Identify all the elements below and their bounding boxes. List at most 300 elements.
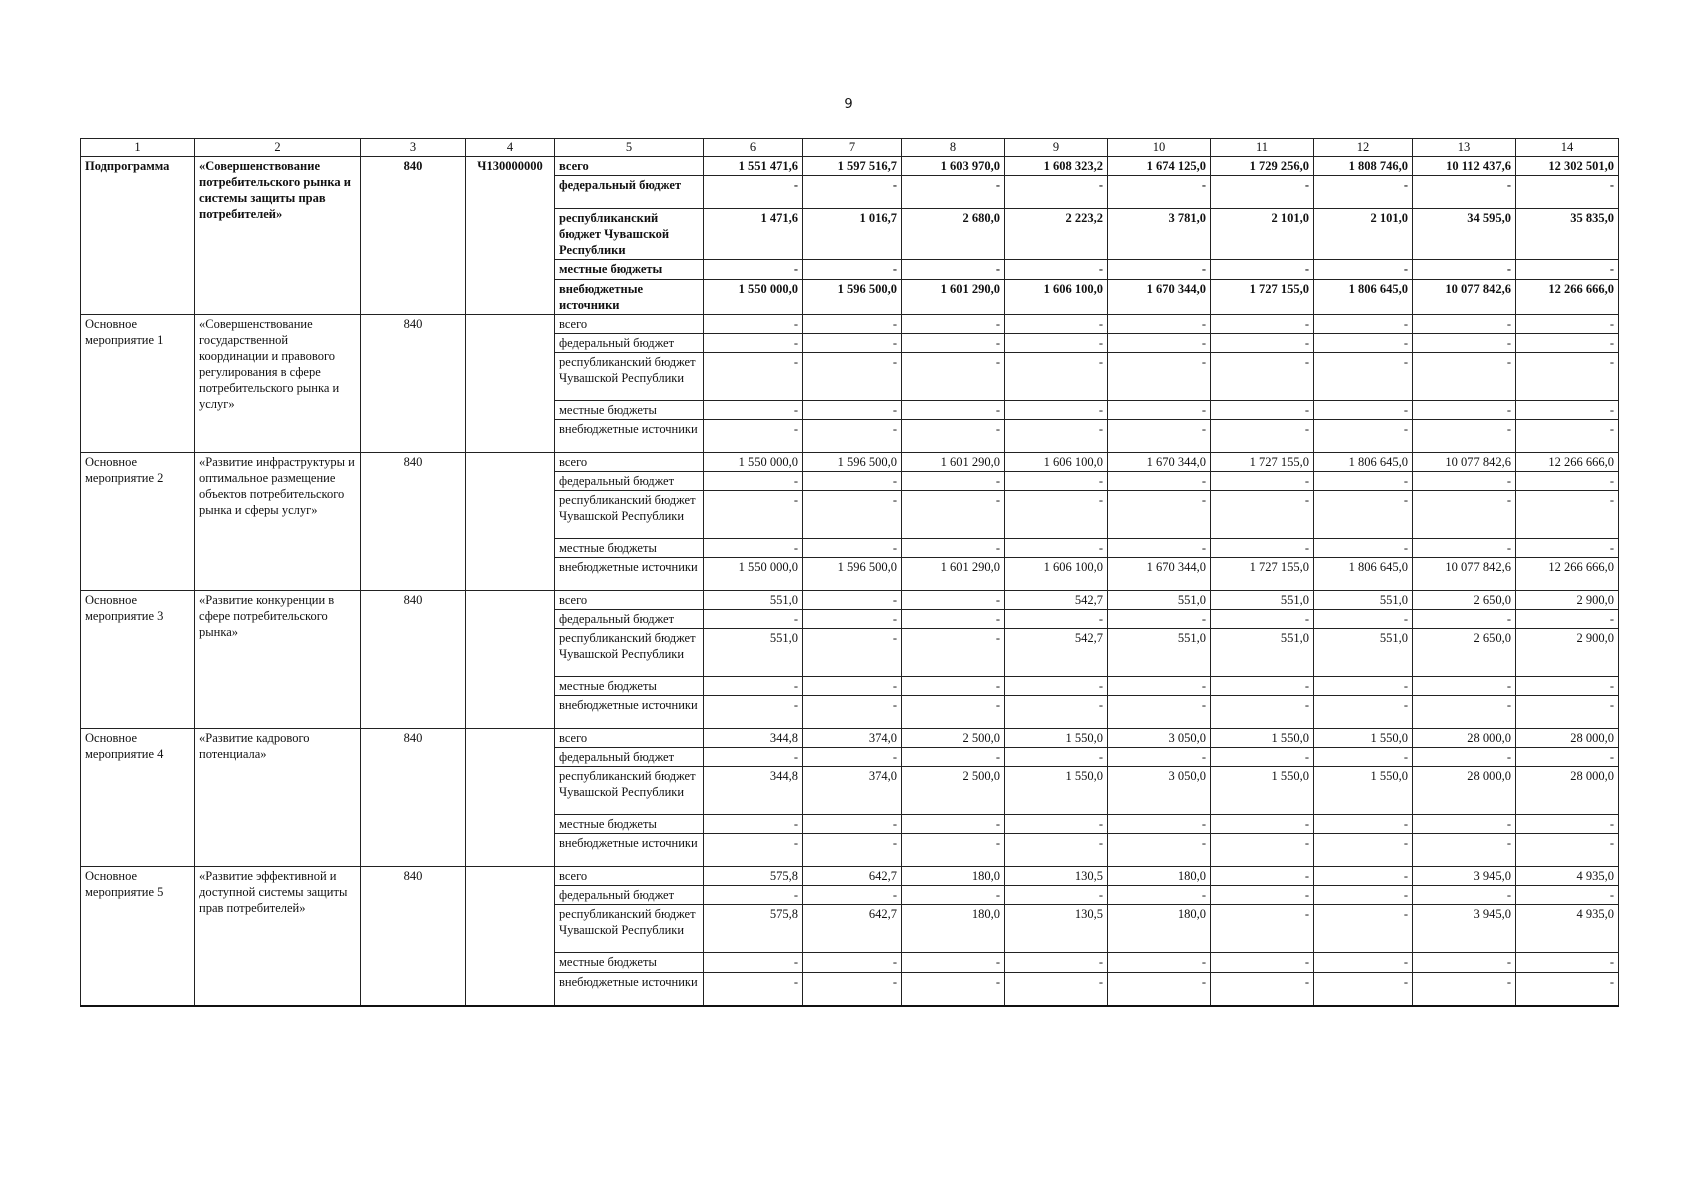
amount-cell: -: [1005, 973, 1108, 1006]
amount-cell: -: [1005, 748, 1108, 767]
amount-cell: 551,0: [1211, 591, 1314, 610]
amount-cell: -: [803, 472, 902, 491]
amount-cell: -: [1211, 867, 1314, 886]
budget-code: [466, 453, 555, 591]
column-number-row: [81, 139, 1619, 157]
amount-cell: 3 945,0: [1413, 867, 1516, 886]
amount-cell: -: [704, 748, 803, 767]
amount-cell: 34 595,0: [1413, 209, 1516, 260]
amount-cell: -: [1413, 677, 1516, 696]
measure-description: «Совершенствование государственной координации и правового регулирования в сфере потребительского рынка и услуг»: [195, 315, 361, 453]
amount-cell: -: [1516, 472, 1619, 491]
measure-name: Основное мероприятие 1: [81, 315, 195, 453]
amount-cell: 1 729 256,0: [1211, 157, 1314, 176]
column-number: 6: [704, 139, 803, 157]
amount-cell: 12 266 666,0: [1516, 280, 1619, 315]
amount-cell: -: [803, 610, 902, 629]
amount-cell: 28 000,0: [1413, 767, 1516, 815]
amount-cell: -: [1211, 973, 1314, 1006]
funding-source: федеральный бюджет: [555, 748, 704, 767]
funding-source: местные бюджеты: [555, 815, 704, 834]
column-number: 1: [81, 139, 195, 157]
amount-cell: -: [1314, 815, 1413, 834]
amount-cell: -: [1005, 315, 1108, 334]
amount-cell: -: [1211, 539, 1314, 558]
amount-cell: -: [902, 610, 1005, 629]
funding-source: местные бюджеты: [555, 401, 704, 420]
measure-name: Основное мероприятие 4: [81, 729, 195, 867]
amount-cell: 642,7: [803, 867, 902, 886]
amount-cell: -: [1314, 176, 1413, 209]
amount-cell: -: [704, 886, 803, 905]
amount-cell: 10 077 842,6: [1413, 280, 1516, 315]
amount-cell: 1 596 500,0: [803, 280, 902, 315]
amount-cell: -: [1516, 815, 1619, 834]
amount-cell: 2 101,0: [1211, 209, 1314, 260]
amount-cell: -: [1108, 973, 1211, 1006]
amount-cell: -: [1211, 353, 1314, 401]
amount-cell: -: [803, 886, 902, 905]
measure-name: Основное мероприятие 3: [81, 591, 195, 729]
amount-cell: 180,0: [902, 867, 1005, 886]
amount-cell: -: [803, 420, 902, 453]
amount-cell: -: [1005, 472, 1108, 491]
amount-cell: 4 935,0: [1516, 867, 1619, 886]
measure-description: «Развитие эффективной и доступной системы защиты прав потребителей»: [195, 867, 361, 1006]
amount-cell: -: [1108, 491, 1211, 539]
amount-cell: 1 727 155,0: [1211, 558, 1314, 591]
amount-cell: 1 727 155,0: [1211, 453, 1314, 472]
amount-cell: -: [1108, 834, 1211, 867]
amount-cell: 10 112 437,6: [1413, 157, 1516, 176]
funding-source: всего: [555, 315, 704, 334]
amount-cell: -: [1413, 973, 1516, 1006]
amount-cell: -: [1516, 953, 1619, 973]
table-row: [81, 867, 1619, 886]
funding-source: всего: [555, 157, 704, 176]
amount-cell: -: [1005, 677, 1108, 696]
table-row: [81, 729, 1619, 748]
funding-source: внебюджетные источники: [555, 420, 704, 453]
funding-source: федеральный бюджет: [555, 472, 704, 491]
amount-cell: -: [1516, 420, 1619, 453]
amount-cell: 130,5: [1005, 905, 1108, 953]
amount-cell: 10 077 842,6: [1413, 453, 1516, 472]
amount-cell: 1 603 970,0: [902, 157, 1005, 176]
amount-cell: -: [1314, 420, 1413, 453]
amount-cell: 1 674 125,0: [1108, 157, 1211, 176]
budget-code: [466, 729, 555, 867]
amount-cell: -: [902, 696, 1005, 729]
amount-cell: -: [1211, 334, 1314, 353]
measure-name: Основное мероприятие 5: [81, 867, 195, 1006]
amount-cell: -: [1413, 953, 1516, 973]
ministry-code: 840: [361, 157, 466, 315]
amount-cell: 1 550,0: [1314, 767, 1413, 815]
amount-cell: 1 606 100,0: [1005, 280, 1108, 315]
amount-cell: -: [1108, 472, 1211, 491]
amount-cell: 551,0: [1108, 629, 1211, 677]
amount-cell: -: [1516, 491, 1619, 539]
amount-cell: -: [1413, 260, 1516, 280]
measure-description: «Развитие инфраструктуры и оптимальное размещение объектов потребительского рынка и сферы услуг»: [195, 453, 361, 591]
amount-cell: -: [803, 491, 902, 539]
amount-cell: -: [1005, 539, 1108, 558]
budget-table: [80, 138, 1619, 1007]
funding-source: федеральный бюджет: [555, 176, 704, 209]
amount-cell: -: [1211, 953, 1314, 973]
amount-cell: -: [1211, 315, 1314, 334]
amount-cell: -: [704, 696, 803, 729]
amount-cell: 551,0: [1108, 591, 1211, 610]
amount-cell: -: [1211, 491, 1314, 539]
amount-cell: -: [1108, 176, 1211, 209]
amount-cell: -: [1314, 610, 1413, 629]
amount-cell: -: [704, 472, 803, 491]
amount-cell: 1 670 344,0: [1108, 280, 1211, 315]
amount-cell: -: [1314, 539, 1413, 558]
measure-name: Основное мероприятие 2: [81, 453, 195, 591]
table-row: [81, 453, 1619, 472]
amount-cell: -: [902, 886, 1005, 905]
amount-cell: -: [1413, 491, 1516, 539]
amount-cell: -: [803, 953, 902, 973]
amount-cell: -: [803, 629, 902, 677]
table-row: [81, 157, 1619, 176]
amount-cell: -: [902, 420, 1005, 453]
amount-cell: -: [1413, 420, 1516, 453]
funding-source: местные бюджеты: [555, 677, 704, 696]
budget-table-body: [81, 139, 1619, 1006]
amount-cell: -: [1211, 748, 1314, 767]
funding-source: республиканский бюджет Чувашской Республики: [555, 353, 704, 401]
amount-cell: -: [1314, 315, 1413, 334]
amount-cell: -: [704, 539, 803, 558]
amount-cell: 1 606 100,0: [1005, 453, 1108, 472]
amount-cell: -: [1005, 834, 1108, 867]
amount-cell: 1 601 290,0: [902, 453, 1005, 472]
amount-cell: -: [1413, 334, 1516, 353]
amount-cell: -: [1516, 973, 1619, 1006]
amount-cell: -: [1108, 677, 1211, 696]
amount-cell: -: [1314, 260, 1413, 280]
amount-cell: 1 550,0: [1314, 729, 1413, 748]
amount-cell: -: [902, 401, 1005, 420]
amount-cell: -: [1211, 472, 1314, 491]
amount-cell: -: [1516, 334, 1619, 353]
amount-cell: -: [803, 353, 902, 401]
amount-cell: 542,7: [1005, 591, 1108, 610]
amount-cell: -: [902, 748, 1005, 767]
funding-source: всего: [555, 867, 704, 886]
amount-cell: -: [1211, 905, 1314, 953]
amount-cell: -: [1413, 886, 1516, 905]
amount-cell: -: [704, 334, 803, 353]
amount-cell: -: [1516, 353, 1619, 401]
amount-cell: -: [1413, 353, 1516, 401]
amount-cell: 3 781,0: [1108, 209, 1211, 260]
amount-cell: 1 550 000,0: [704, 558, 803, 591]
amount-cell: -: [1211, 696, 1314, 729]
amount-cell: -: [1413, 401, 1516, 420]
amount-cell: -: [1108, 334, 1211, 353]
budget-code: Ч130000000: [466, 157, 555, 315]
amount-cell: 28 000,0: [1413, 729, 1516, 748]
amount-cell: -: [803, 834, 902, 867]
amount-cell: 1 606 100,0: [1005, 558, 1108, 591]
amount-cell: -: [704, 953, 803, 973]
funding-source: местные бюджеты: [555, 260, 704, 280]
amount-cell: -: [1413, 834, 1516, 867]
amount-cell: -: [1314, 491, 1413, 539]
ministry-code: 840: [361, 453, 466, 591]
amount-cell: -: [1314, 472, 1413, 491]
column-number: 7: [803, 139, 902, 157]
amount-cell: 1 016,7: [803, 209, 902, 260]
amount-cell: 1 670 344,0: [1108, 558, 1211, 591]
amount-cell: -: [1005, 334, 1108, 353]
amount-cell: 1 601 290,0: [902, 558, 1005, 591]
amount-cell: -: [902, 591, 1005, 610]
funding-source: внебюджетные источники: [555, 280, 704, 315]
amount-cell: -: [902, 472, 1005, 491]
amount-cell: -: [1516, 610, 1619, 629]
amount-cell: -: [704, 420, 803, 453]
column-number: 5: [555, 139, 704, 157]
column-number: 11: [1211, 139, 1314, 157]
amount-cell: 2 650,0: [1413, 629, 1516, 677]
amount-cell: -: [1516, 696, 1619, 729]
amount-cell: -: [704, 260, 803, 280]
column-number: 3: [361, 139, 466, 157]
ministry-code: 840: [361, 867, 466, 1006]
amount-cell: -: [1516, 539, 1619, 558]
amount-cell: 3 050,0: [1108, 767, 1211, 815]
amount-cell: -: [803, 748, 902, 767]
amount-cell: -: [1005, 401, 1108, 420]
amount-cell: -: [1516, 401, 1619, 420]
amount-cell: -: [1108, 815, 1211, 834]
funding-source: внебюджетные источники: [555, 973, 704, 1006]
column-number: 14: [1516, 139, 1619, 157]
amount-cell: -: [1211, 677, 1314, 696]
amount-cell: -: [1314, 334, 1413, 353]
amount-cell: 1 670 344,0: [1108, 453, 1211, 472]
amount-cell: -: [1314, 353, 1413, 401]
amount-cell: 2 500,0: [902, 767, 1005, 815]
amount-cell: 180,0: [1108, 905, 1211, 953]
ministry-code: 840: [361, 729, 466, 867]
amount-cell: -: [1413, 696, 1516, 729]
amount-cell: 130,5: [1005, 867, 1108, 886]
amount-cell: 551,0: [1211, 629, 1314, 677]
column-number: 9: [1005, 139, 1108, 157]
amount-cell: -: [902, 539, 1005, 558]
amount-cell: 1 596 500,0: [803, 558, 902, 591]
amount-cell: 551,0: [704, 591, 803, 610]
funding-source: местные бюджеты: [555, 539, 704, 558]
amount-cell: -: [803, 401, 902, 420]
amount-cell: -: [1314, 973, 1413, 1006]
measure-description: «Развитие конкуренции в сфере потребительского рынка»: [195, 591, 361, 729]
amount-cell: -: [902, 353, 1005, 401]
amount-cell: -: [1516, 834, 1619, 867]
amount-cell: -: [1005, 696, 1108, 729]
amount-cell: -: [1108, 315, 1211, 334]
funding-source: республиканский бюджет Чувашской Республики: [555, 491, 704, 539]
amount-cell: -: [803, 260, 902, 280]
amount-cell: 1 550,0: [1005, 729, 1108, 748]
amount-cell: -: [1516, 886, 1619, 905]
amount-cell: -: [704, 815, 803, 834]
amount-cell: 344,8: [704, 767, 803, 815]
amount-cell: 374,0: [803, 729, 902, 748]
amount-cell: 1 608 323,2: [1005, 157, 1108, 176]
amount-cell: -: [1314, 886, 1413, 905]
amount-cell: -: [902, 334, 1005, 353]
funding-source: всего: [555, 453, 704, 472]
amount-cell: 2 650,0: [1413, 591, 1516, 610]
funding-source: республиканский бюджет Чувашской Республики: [555, 767, 704, 815]
amount-cell: 3 050,0: [1108, 729, 1211, 748]
amount-cell: -: [1314, 867, 1413, 886]
amount-cell: 551,0: [704, 629, 803, 677]
amount-cell: -: [1413, 610, 1516, 629]
amount-cell: 12 266 666,0: [1516, 453, 1619, 472]
funding-source: республиканский бюджет Чувашской Республики: [555, 905, 704, 953]
column-number: 13: [1413, 139, 1516, 157]
amount-cell: 374,0: [803, 767, 902, 815]
column-number: 12: [1314, 139, 1413, 157]
amount-cell: 1 601 290,0: [902, 280, 1005, 315]
amount-cell: -: [803, 315, 902, 334]
amount-cell: 3 945,0: [1413, 905, 1516, 953]
amount-cell: -: [1005, 886, 1108, 905]
amount-cell: 12 266 666,0: [1516, 558, 1619, 591]
amount-cell: -: [1005, 176, 1108, 209]
funding-source: республиканский бюджет Чувашской Республики: [555, 629, 704, 677]
amount-cell: -: [1005, 260, 1108, 280]
amount-cell: -: [704, 834, 803, 867]
amount-cell: -: [1108, 401, 1211, 420]
amount-cell: -: [1005, 420, 1108, 453]
amount-cell: -: [1516, 260, 1619, 280]
amount-cell: 1 806 645,0: [1314, 280, 1413, 315]
amount-cell: 642,7: [803, 905, 902, 953]
amount-cell: -: [704, 491, 803, 539]
amount-cell: -: [1516, 748, 1619, 767]
amount-cell: -: [1005, 353, 1108, 401]
funding-source: всего: [555, 591, 704, 610]
amount-cell: -: [1314, 677, 1413, 696]
amount-cell: 1 597 516,7: [803, 157, 902, 176]
amount-cell: -: [803, 677, 902, 696]
amount-cell: -: [704, 677, 803, 696]
amount-cell: 575,8: [704, 905, 803, 953]
amount-cell: -: [1211, 610, 1314, 629]
amount-cell: -: [1005, 953, 1108, 973]
amount-cell: -: [1211, 886, 1314, 905]
amount-cell: -: [1413, 748, 1516, 767]
amount-cell: -: [1314, 905, 1413, 953]
amount-cell: 1 551 471,6: [704, 157, 803, 176]
amount-cell: -: [1211, 420, 1314, 453]
amount-cell: -: [1211, 401, 1314, 420]
amount-cell: 12 302 501,0: [1516, 157, 1619, 176]
measure-description: «Развитие кадрового потенциала»: [195, 729, 361, 867]
amount-cell: 344,8: [704, 729, 803, 748]
funding-source: федеральный бюджет: [555, 886, 704, 905]
amount-cell: 2 680,0: [902, 209, 1005, 260]
amount-cell: -: [1108, 696, 1211, 729]
budget-code: [466, 315, 555, 453]
amount-cell: 2 223,2: [1005, 209, 1108, 260]
table-row: [81, 315, 1619, 334]
amount-cell: 1 806 645,0: [1314, 558, 1413, 591]
amount-cell: -: [803, 176, 902, 209]
table-row: [81, 591, 1619, 610]
budget-code: [466, 867, 555, 1006]
amount-cell: -: [704, 176, 803, 209]
amount-cell: -: [1413, 472, 1516, 491]
column-number: 4: [466, 139, 555, 157]
ministry-code: 840: [361, 591, 466, 729]
amount-cell: 2 101,0: [1314, 209, 1413, 260]
amount-cell: 28 000,0: [1516, 767, 1619, 815]
amount-cell: 1 471,6: [704, 209, 803, 260]
amount-cell: -: [902, 953, 1005, 973]
amount-cell: 1 550,0: [1211, 767, 1314, 815]
amount-cell: 1 727 155,0: [1211, 280, 1314, 315]
amount-cell: 575,8: [704, 867, 803, 886]
amount-cell: -: [704, 315, 803, 334]
amount-cell: 2 900,0: [1516, 591, 1619, 610]
amount-cell: 2 900,0: [1516, 629, 1619, 677]
amount-cell: 28 000,0: [1516, 729, 1619, 748]
amount-cell: 180,0: [1108, 867, 1211, 886]
amount-cell: -: [803, 973, 902, 1006]
amount-cell: -: [1108, 353, 1211, 401]
funding-source: республиканский бюджет Чувашской Республики: [555, 209, 704, 260]
amount-cell: -: [1413, 815, 1516, 834]
amount-cell: 1 550 000,0: [704, 280, 803, 315]
amount-cell: -: [803, 696, 902, 729]
amount-cell: -: [1108, 539, 1211, 558]
column-number: 10: [1108, 139, 1211, 157]
amount-cell: -: [1413, 176, 1516, 209]
amount-cell: -: [1413, 539, 1516, 558]
amount-cell: -: [1516, 677, 1619, 696]
amount-cell: -: [1211, 260, 1314, 280]
measure-description: «Совершенствование потребительского рынка и системы защиты прав потребителей»: [195, 157, 361, 315]
amount-cell: 1 550,0: [1211, 729, 1314, 748]
amount-cell: -: [1314, 401, 1413, 420]
amount-cell: 180,0: [902, 905, 1005, 953]
budget-code: [466, 591, 555, 729]
funding-source: всего: [555, 729, 704, 748]
amount-cell: -: [902, 176, 1005, 209]
amount-cell: -: [1005, 491, 1108, 539]
amount-cell: 551,0: [1314, 629, 1413, 677]
column-number: 2: [195, 139, 361, 157]
amount-cell: -: [704, 353, 803, 401]
amount-cell: -: [902, 491, 1005, 539]
amount-cell: -: [1314, 696, 1413, 729]
amount-cell: -: [1108, 260, 1211, 280]
amount-cell: -: [803, 591, 902, 610]
ministry-code: 840: [361, 315, 466, 453]
amount-cell: -: [1211, 834, 1314, 867]
